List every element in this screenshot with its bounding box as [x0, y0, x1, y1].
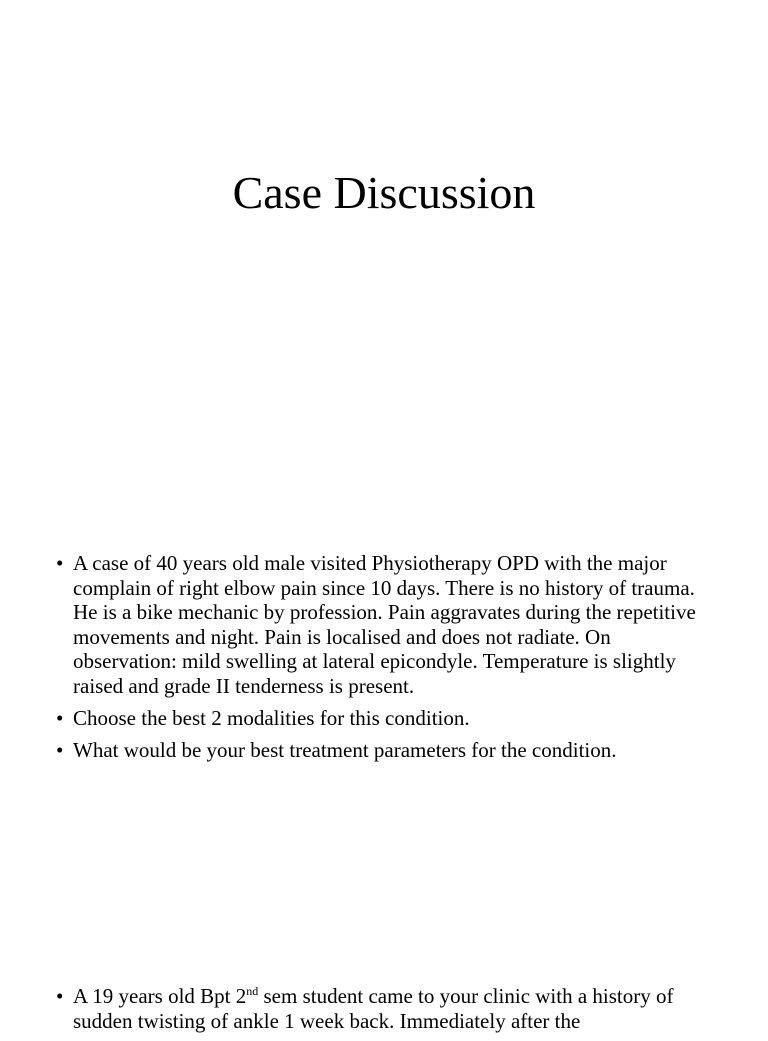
- bullet-dot-icon: •: [56, 737, 64, 762]
- case-2-text-rest: sem student came to your clinic with a history of sudden twisting of ankle 1 week back. Immediately after the: [73, 984, 674, 1033]
- case-1-bullet-list: [56, 551, 716, 770]
- case-1-description-bullet: [56, 551, 716, 698]
- case-1-question-parameters-text: What would be your best treatment parameters for the condition.: [73, 737, 617, 762]
- bullet-dot-icon: •: [56, 705, 64, 730]
- case-2-bullet-list: [56, 984, 716, 1041]
- case-1-description-text: A case of 40 years old male visited Physiotherapy OPD with the major complain of right elbow pain since 10 days. There is no history of trauma. He is a bike mechanic by profession. Pain aggravates during the repetitive movements and night. Pain is localised and does not radiate. On observation: mild swelling at lateral epicondyle. Temperature is slightly raised and grade II tenderness is present.: [73, 551, 696, 698]
- case-2-description-bullet: [56, 984, 716, 1033]
- case-2-text-start: A 19 years old Bpt 2: [73, 984, 247, 1008]
- bullet-dot-icon: •: [56, 551, 64, 575]
- case-1-question-parameters-bullet: [56, 738, 716, 763]
- slide-title: Case Discussion: [232, 167, 536, 218]
- case-2-description-text: [73, 984, 674, 1033]
- case-1-question-modalities-bullet: [56, 706, 716, 731]
- bullet-dot-icon: •: [56, 984, 64, 1008]
- case-2-ordinal-suffix: nd: [246, 984, 259, 998]
- case-1-question-modalities-text: Choose the best 2 modalities for this condition.: [73, 705, 470, 730]
